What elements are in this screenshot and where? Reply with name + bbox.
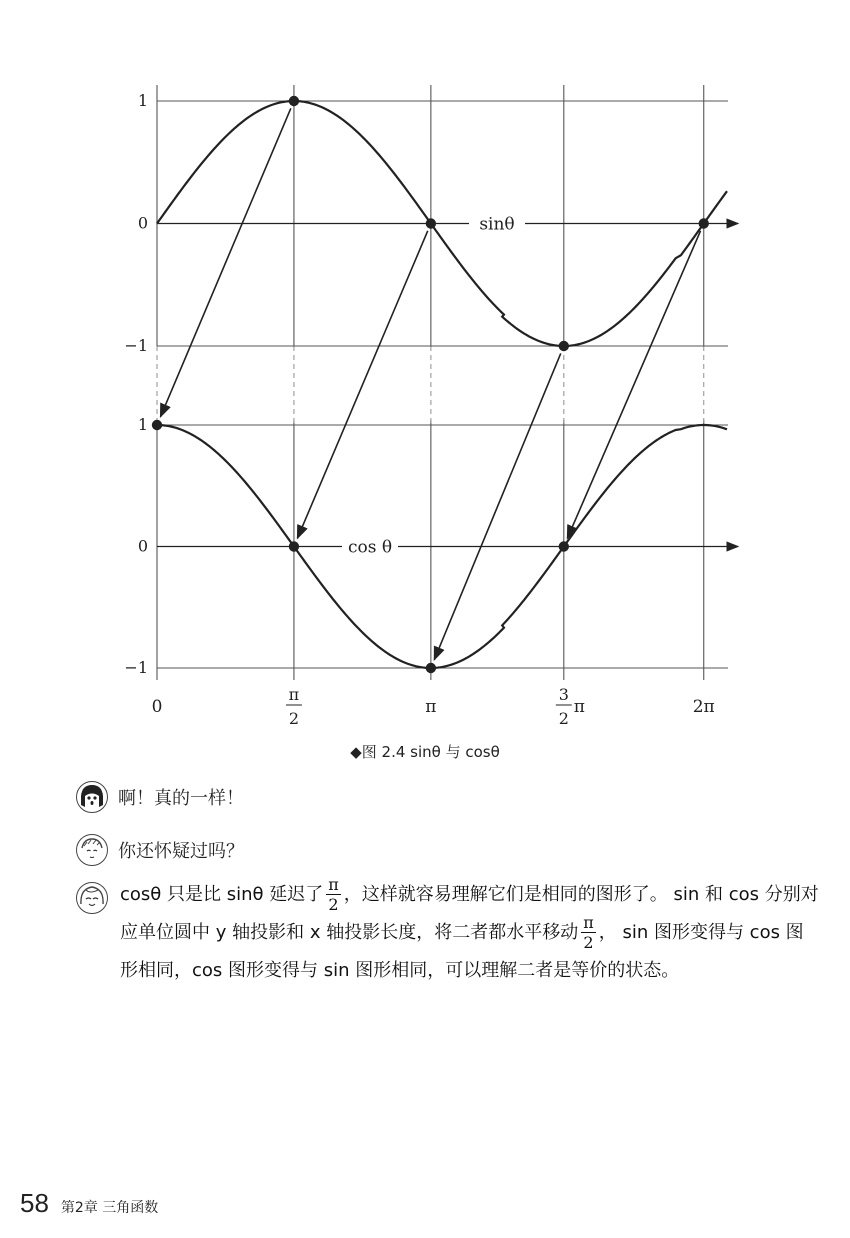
figure-caption: ◆图 2.4 sinθ 与 cosθ	[350, 743, 500, 761]
sin-point-1	[426, 218, 436, 228]
dialogue-line-1	[76, 781, 244, 813]
girl-a-avatar	[76, 781, 108, 813]
cos-point-1	[289, 541, 299, 551]
x-tick-0: 0	[151, 697, 163, 717]
sin-point-0	[289, 96, 299, 106]
mapping-arrow-1	[297, 231, 427, 538]
grid	[157, 85, 738, 680]
y-tick-cos-0: 1	[137, 415, 148, 434]
girl-c-avatar	[76, 882, 108, 914]
sin-point-2	[559, 341, 569, 351]
fraction-pi-over-2-a: $\frac{\pi}{2}$	[328, 875, 339, 914]
x-tick-2: π	[425, 697, 437, 717]
x-tick-3-den: 2	[558, 709, 569, 728]
explanation-part-2: ，这样就容易理解它们是相同的图形了。 sin 和 cos 分别对应单位圆中 y 轴投影和 x 轴投影长度，将二者都水平移动	[120, 884, 819, 943]
y-tick-sin-2: −1	[124, 336, 148, 355]
x-tick-1-num: π	[288, 685, 300, 704]
dialogue-text-2: 你还怀疑过吗？	[118, 841, 244, 862]
cos-point-3	[559, 541, 569, 551]
page-footer	[20, 1188, 158, 1219]
girl-b-avatar	[76, 834, 108, 866]
page-number: 58	[20, 1188, 49, 1218]
mapping-arrow-2	[434, 353, 560, 659]
explanation-paragraph	[120, 876, 820, 990]
x-tick-1-den: 2	[288, 709, 300, 728]
chapter-title: 第2章 三角函数	[60, 1200, 159, 1216]
y-tick-sin-1: 0	[137, 213, 148, 233]
x-tick-3-num: 3	[558, 685, 569, 704]
curves	[157, 101, 727, 668]
x-tick-3-suffix: π	[573, 697, 585, 717]
cos-label: cos θ	[347, 537, 393, 558]
y-tick-cos-1: 0	[137, 536, 148, 556]
y-tick-sin-0: 1	[137, 91, 148, 110]
y-tick-cos-2: −1	[124, 658, 148, 677]
x-tick-4: 2π	[692, 697, 715, 717]
explanation-part-1: cosθ 只是比 sinθ 延迟了	[120, 884, 324, 905]
dialogue-text-1: 啊！真的一样！	[118, 788, 244, 809]
sin-label: sinθ	[479, 214, 515, 235]
sin-point-3	[699, 218, 709, 228]
dialogue-line-2	[76, 834, 244, 866]
labels	[124, 91, 714, 728]
mapping-arrow-0	[161, 108, 291, 416]
mapping-arrow-3	[567, 231, 700, 538]
explanation-part-3: ， sin 图形变得与 cos 图形相同，cos 图形变得与 sin 图形相同，可以理解二者是等价的状态。	[120, 922, 804, 981]
cos-point-2	[426, 663, 436, 673]
fraction-pi-over-2-b: $\frac{\pi}{2}$	[583, 913, 594, 952]
cos-point-0	[152, 420, 162, 430]
